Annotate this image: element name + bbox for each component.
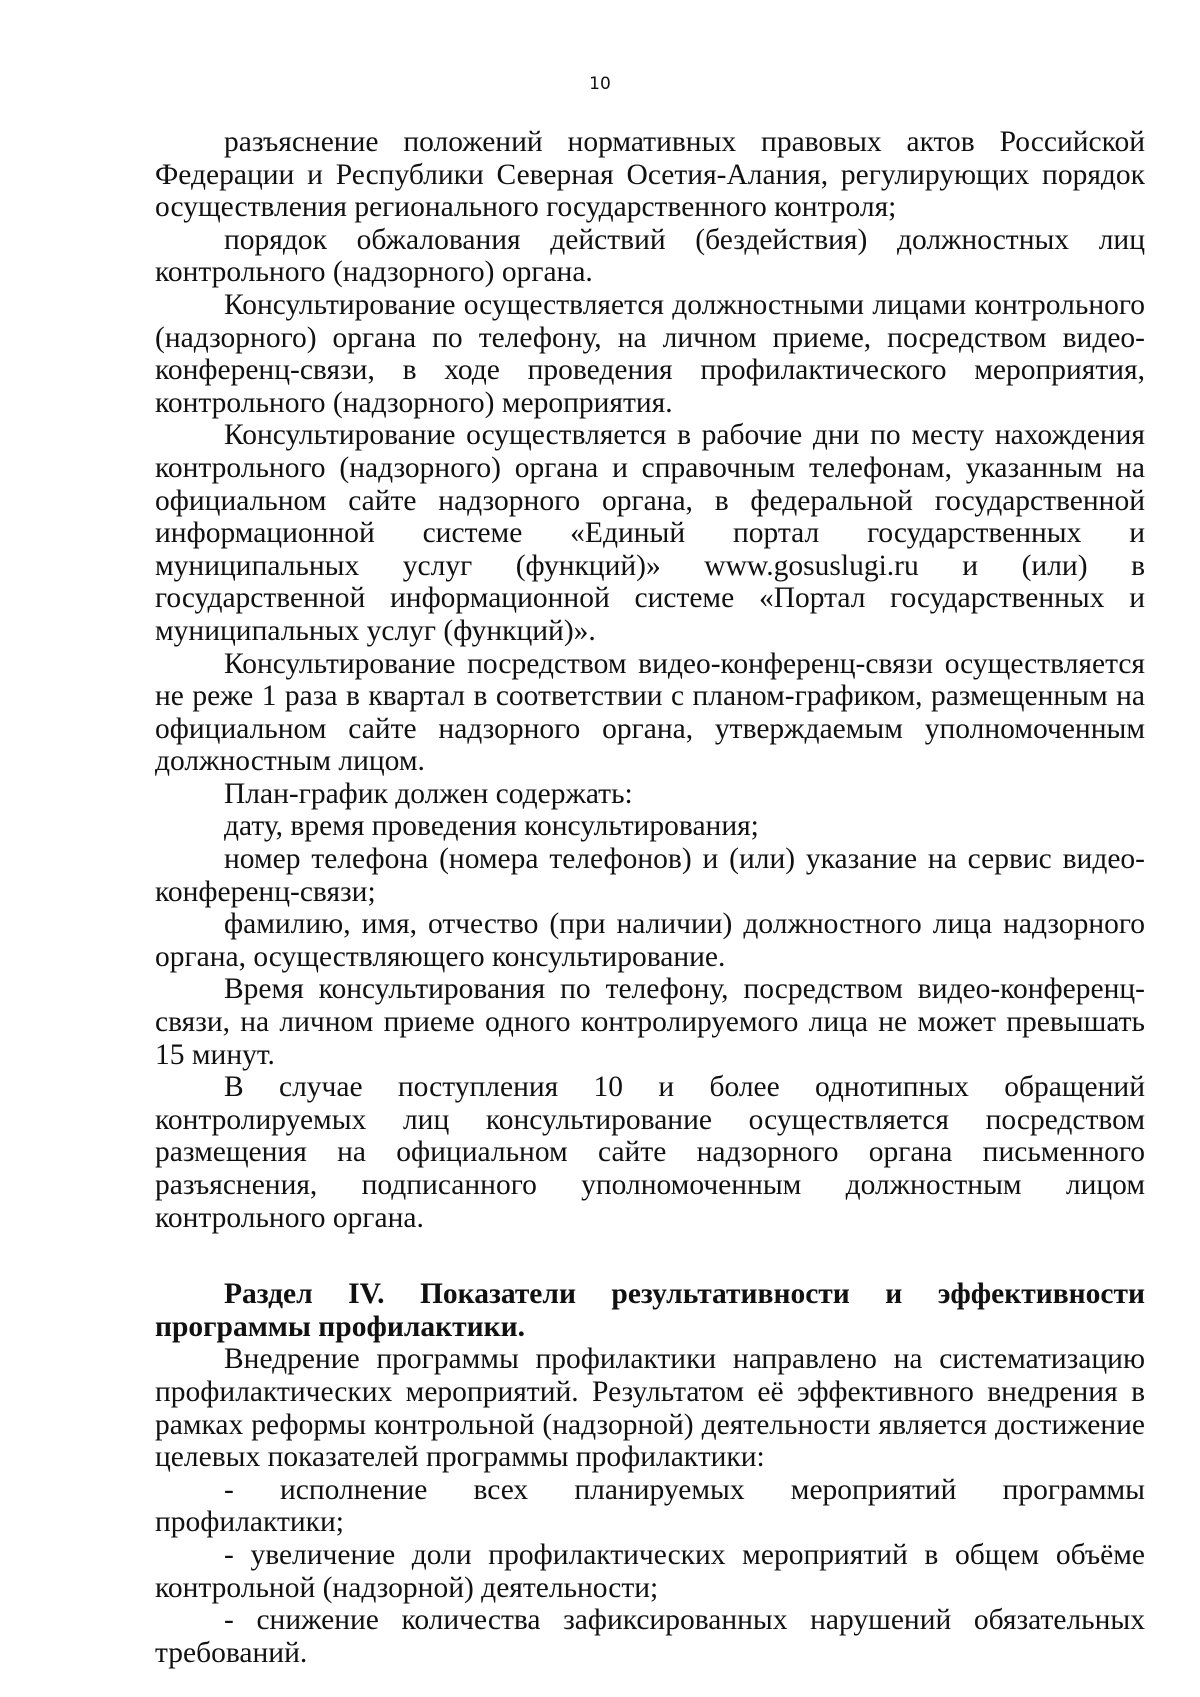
section-heading: Раздел IV. Показатели результативности и эффективности программы профилактики. [155, 1278, 1145, 1343]
document-body [155, 126, 1145, 1669]
page-number: 10 [589, 74, 611, 94]
paragraph-schedule-contents: План-график должен содержать: [224, 777, 633, 810]
list-item-reduction: - снижение количества зафиксированных нарушений обязательных требований. [155, 1604, 1145, 1669]
paragraph-schedule-phone: номер телефона (номера телефонов) и (или) указание на сервис видео-конференц-связи; [155, 843, 1145, 908]
list-item-increase: - увеличение доли профилактических мероприятий в общем объёме контрольной (надзорной) деятельности; [155, 1538, 1145, 1604]
paragraph-written-clarification: В случае поступления 10 и более однотипных обращений контролируемых лиц консультирование осуществляется посредством размещения на официальном сайте надзорного органа письменного разъяснения, подписанного уполномоченным должностным лицом контрольного органа. [155, 1071, 1145, 1234]
paragraph-schedule-date: дату, время проведения консультирования; [224, 810, 759, 843]
list-item-execution: - исполнение всех планируемых мероприятий программы профилактики; [155, 1473, 1145, 1539]
paragraph-consulting-officials: Консультирование осуществляется должностными лицами контрольного (надзорного) органа по телефону, на личном приеме, посредством видео-конференц-связи, в ходе проведения профилактического мероприятия, контрольного (надзорного) мероприятия. [155, 288, 1145, 419]
paragraph-program-implementation: Внедрение программы профилактики направлено на систематизацию профилактических мероприятий. Результатом её эффективного внедрения в рамках реформы контрольной (надзорной) деятельности является достижение целевых показателей программы профилактики: [155, 1343, 1145, 1474]
paragraph-consulting-time: Время консультирования по телефону, посредством видео-конференц-связи, на личном приеме одного контролируемого лица не может превышать 15 минут. [155, 973, 1145, 1071]
paragraph-schedule-name: фамилию, имя, отчество (при наличии) должностного лица надзорного органа, осуществляющего консультирование. [155, 908, 1145, 973]
paragraph-consulting-workdays: Консультирование осуществляется в рабочие дни по месту нахождения контрольного (надзорного) органа и справочным телефонам, указанным на официальном сайте надзорного органа, в федеральной государственной информационной системе «Единый портал государственных и муниципальных услуг (функций)» www.gosuslugi.ru и (или) в государственной информационной системе «Портал государственных и муниципальных услуг (функций)». [155, 419, 1145, 647]
paragraph-clarification: разъяснение положений нормативных правовых актов Российской Федерации и Республики Северная Осетия-Алания, регулирующих порядок осуществления регионального государственного контроля; [155, 126, 1145, 224]
paragraph-video-consulting: Консультирование посредством видео-конференц-связи осуществляется не реже 1 раза в квартал в соответствии с планом-графиком, размещенным на официальном сайте надзорного органа, утверждаемым уполномоченным должностным лицом. [155, 647, 1145, 778]
paragraph-appeal-procedure: порядок обжалования действий (бездействия) должностных лиц контрольного (надзорного) органа. [155, 223, 1145, 289]
